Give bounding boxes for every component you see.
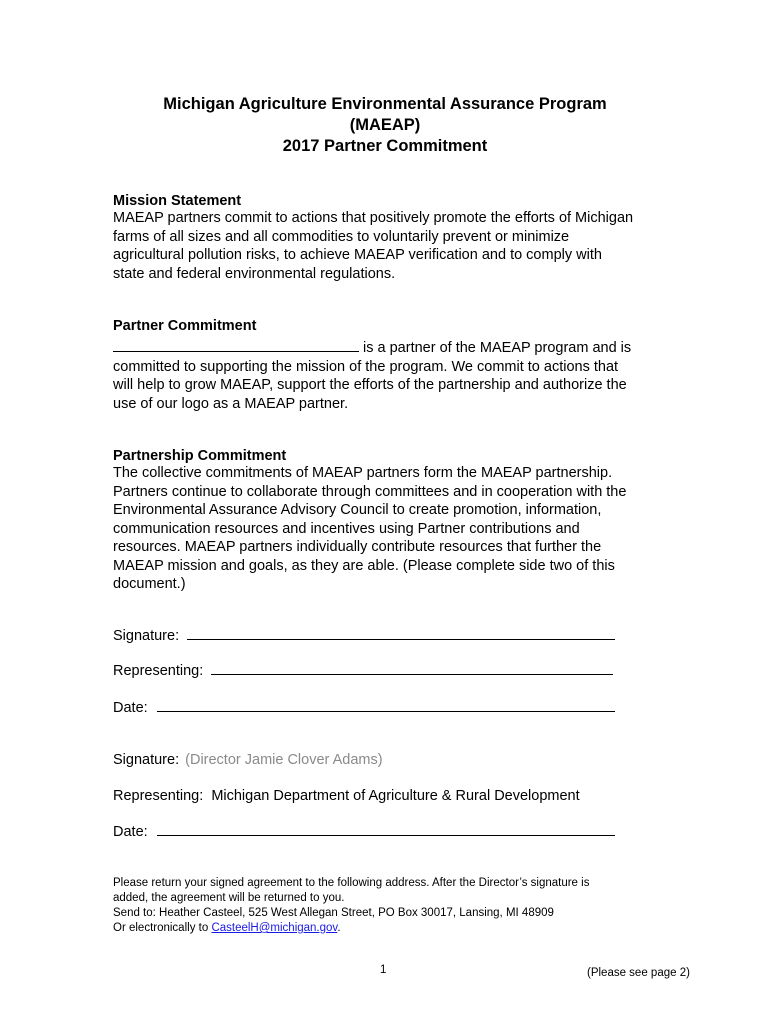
partnership-line: MAEAP mission and goals, as they are able. (Please complete side two of this — [113, 557, 615, 574]
email-line — [113, 921, 589, 936]
title-line-3: 2017 Partner Commitment — [282, 137, 488, 155]
mission-line: state and federal environmental regulations. — [113, 265, 396, 282]
partnership-line: resources. MAEAP partners individually contribute resources that further the — [113, 539, 602, 555]
signature-label: Signature: — [113, 628, 180, 644]
date-row — [113, 698, 615, 717]
return-line: Please return your signed agreement to the following address. After the Director’s signature is — [113, 877, 590, 889]
mission-paragraph — [113, 209, 673, 283]
page-number: 1 — [380, 964, 387, 976]
mission-line: agricultural pollution risks, to achieve MAEAP verification and to comply with — [113, 247, 602, 263]
mission-line: MAEAP partners commit to actions that positively promote the efforts of Michigan — [113, 210, 634, 226]
partner-line: use of our logo as a MAEAP partner. — [113, 395, 349, 412]
partner-paragraph — [113, 338, 673, 413]
director-date-row — [113, 822, 615, 841]
date-label: Date: — [113, 700, 148, 716]
send-to-address: Send to: Heather Casteel, 525 West Allegan Street, PO Box 30017, Lansing, MI 48909 — [113, 907, 554, 919]
date-blank[interactable] — [157, 698, 615, 712]
email-suffix: . — [337, 922, 341, 934]
partnership-line: document.) — [113, 576, 186, 592]
director-signature-row — [113, 751, 383, 769]
director-representing-label: Representing: — [113, 788, 204, 804]
email-prefix: Or electronically to — [113, 922, 212, 934]
partnership-heading: Partnership Commitment — [113, 448, 287, 464]
partner-line: committed to supporting the mission of the program. We commit to actions that — [113, 358, 619, 375]
representing-label: Representing: — [113, 663, 204, 679]
partner-line: will help to grow MAEAP, support the efforts of the partnership and authorize the — [113, 377, 627, 393]
representing-blank[interactable] — [211, 661, 613, 675]
see-page-two-note: (Please see page 2) — [587, 967, 690, 979]
partnership-line: Environmental Assurance Advisory Council to create promotion, information, — [113, 502, 602, 518]
representing-row — [113, 661, 613, 680]
partnership-line: The collective commitments of MAEAP partners form the MAEAP partnership. — [113, 465, 613, 481]
partner-line-1-text: is a partner of the MAEAP program and is — [359, 340, 632, 356]
document-title — [0, 94, 770, 157]
signature-blank[interactable] — [187, 626, 615, 640]
director-date-label: Date: — [113, 824, 148, 840]
mission-line: farms of all sizes and all commodities to voluntarily prevent or minimize — [113, 228, 570, 245]
director-date-blank[interactable] — [157, 822, 615, 836]
signature-row — [113, 626, 615, 645]
partner-name-blank[interactable] — [113, 338, 359, 352]
director-signature-label: Signature: — [113, 752, 180, 768]
title-line-2: (MAEAP) — [349, 116, 421, 134]
director-signature-value: (Director Jamie Clover Adams) — [185, 752, 383, 768]
return-line: added, the agreement will be returned to you. — [113, 892, 345, 904]
partner-heading: Partner Commitment — [113, 318, 257, 334]
director-representing-value: Michigan Department of Agriculture & Rural Development — [211, 788, 580, 804]
partnership-line: communication resources and incentives using Partner contributions and — [113, 520, 580, 537]
director-representing-row — [113, 787, 580, 805]
email-link[interactable]: CasteelH@michigan.gov — [211, 922, 338, 934]
partnership-line: Partners continue to collaborate through committees and in cooperation with the — [113, 483, 627, 500]
partner-line-1 — [113, 338, 673, 358]
return-instructions — [113, 876, 589, 936]
title-line-1: Michigan Agriculture Environmental Assurance Program — [163, 95, 607, 113]
mission-heading: Mission Statement — [113, 193, 242, 209]
partnership-paragraph — [113, 464, 673, 594]
